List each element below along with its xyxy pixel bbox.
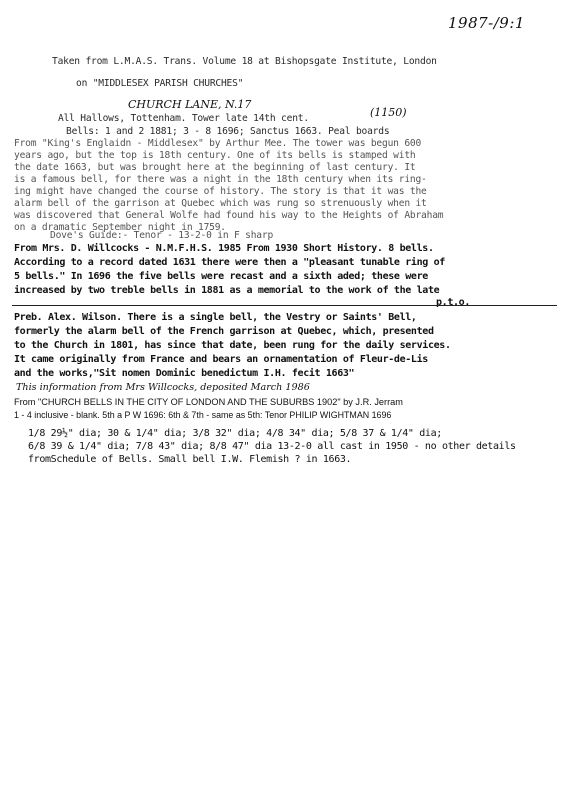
text-line: and the works,"Sit nomen Dominic benedictum I.H. fecit 1663" [14,368,355,379]
text-line: It came originally from France and bears an ornamentation of Fleur-de-Lis [14,354,428,365]
text-line: alarm bell of the garrison at Quebec which was rung so strenuously when it [14,198,427,209]
text-line: years ago, but the top is 18th century. One of its bells is stamped with [14,150,416,161]
text-line: According to a record dated 1631 there were then a "pleasant tunable ring of [14,257,445,268]
text-line: Preb. Alex. Wilson. There is a single bell, the Vestry or Saints' Bell, [14,312,417,323]
text-line: From Mrs. D. Willcocks - N.M.F.H.S. 1985 From 1930 Short History. 8 bells. [14,243,434,254]
text-line: 1 - 4 inclusive - blank. 5th a P W 1696: 6th & 7th - same as 5th: Tenor PHILIP WIGHTMAN 1696 [14,410,392,420]
handwritten-willcocks-note: This information from Mrs Willcocks, deposited March 1986 [16,382,310,393]
text-line: the date 1663, but was brought here at the beginning of last century. It [14,162,416,173]
header-line-2: on "MIDDLESEX PARISH CHURCHES" [76,78,244,89]
text-line: formerly the alarm bell of the French garrison at Quebec, which, presented [14,326,434,337]
text-line: on a dramatic September night in 1759. [14,222,226,233]
handwritten-year: (1150) [370,106,407,119]
text-line: All Hallows, Tottenham. Tower late 14th cent. [58,113,309,124]
text-line: ing might have changed the course of history. The story is that it was the [14,186,427,197]
text-line: 6/8 39 & 1/4" dia; 7/8 43" dia; 8/8 47" dia 13-2-0 all cast in 1950 - no other details [28,441,516,452]
text-line: fromSchedule of Bells. Small bell I.W. Flemish ? in 1663. [28,454,352,465]
handwritten-church-lane: CHURCH LANE, N.17 [128,98,252,111]
text-line: to the Church in 1801, has since that date, been rung for the daily services. [14,340,451,351]
text-line: 1/8 29½" dia; 30 & 1/4" dia; 3/8 32" dia; 4/8 34" dia; 5/8 37 & 1/4" dia; [28,428,442,439]
pto-label: p.t.o. [436,297,471,308]
header-line-1: Taken from L.M.A.S. Trans. Volume 18 at Bishopsgate Institute, London [52,56,437,67]
text-line: Bells: 1 and 2 1881; 3 - 8 1696; Sanctus 1663. Peal boards [66,126,390,137]
divider-rule [12,305,557,306]
text-line: increased by two treble bells in 1881 as a memorial to the work of the late [14,285,440,296]
handwritten-ref-number: 1987-/9:1 [448,14,525,32]
text-line: was discovered that General Wolfe had found his way to the Heights of Abraham [14,210,444,221]
text-line: From "CHURCH BELLS IN THE CITY OF LONDON AND THE SUBURBS 1902" by J.R. Jerram [14,397,403,407]
doves-guide-line: Dove's Guide:- Tenor - 13-2-0 in F sharp [50,230,274,241]
text-line: From "King's Englaidn - Middlesex" by Arthur Mee. The tower was begun 600 [14,138,422,149]
text-line: 5 bells." In 1696 the five bells were recast and a sixth aded; these were [14,271,428,282]
text-line: is a famous bell, for there was a night in the 18th century when its ring- [14,174,427,185]
